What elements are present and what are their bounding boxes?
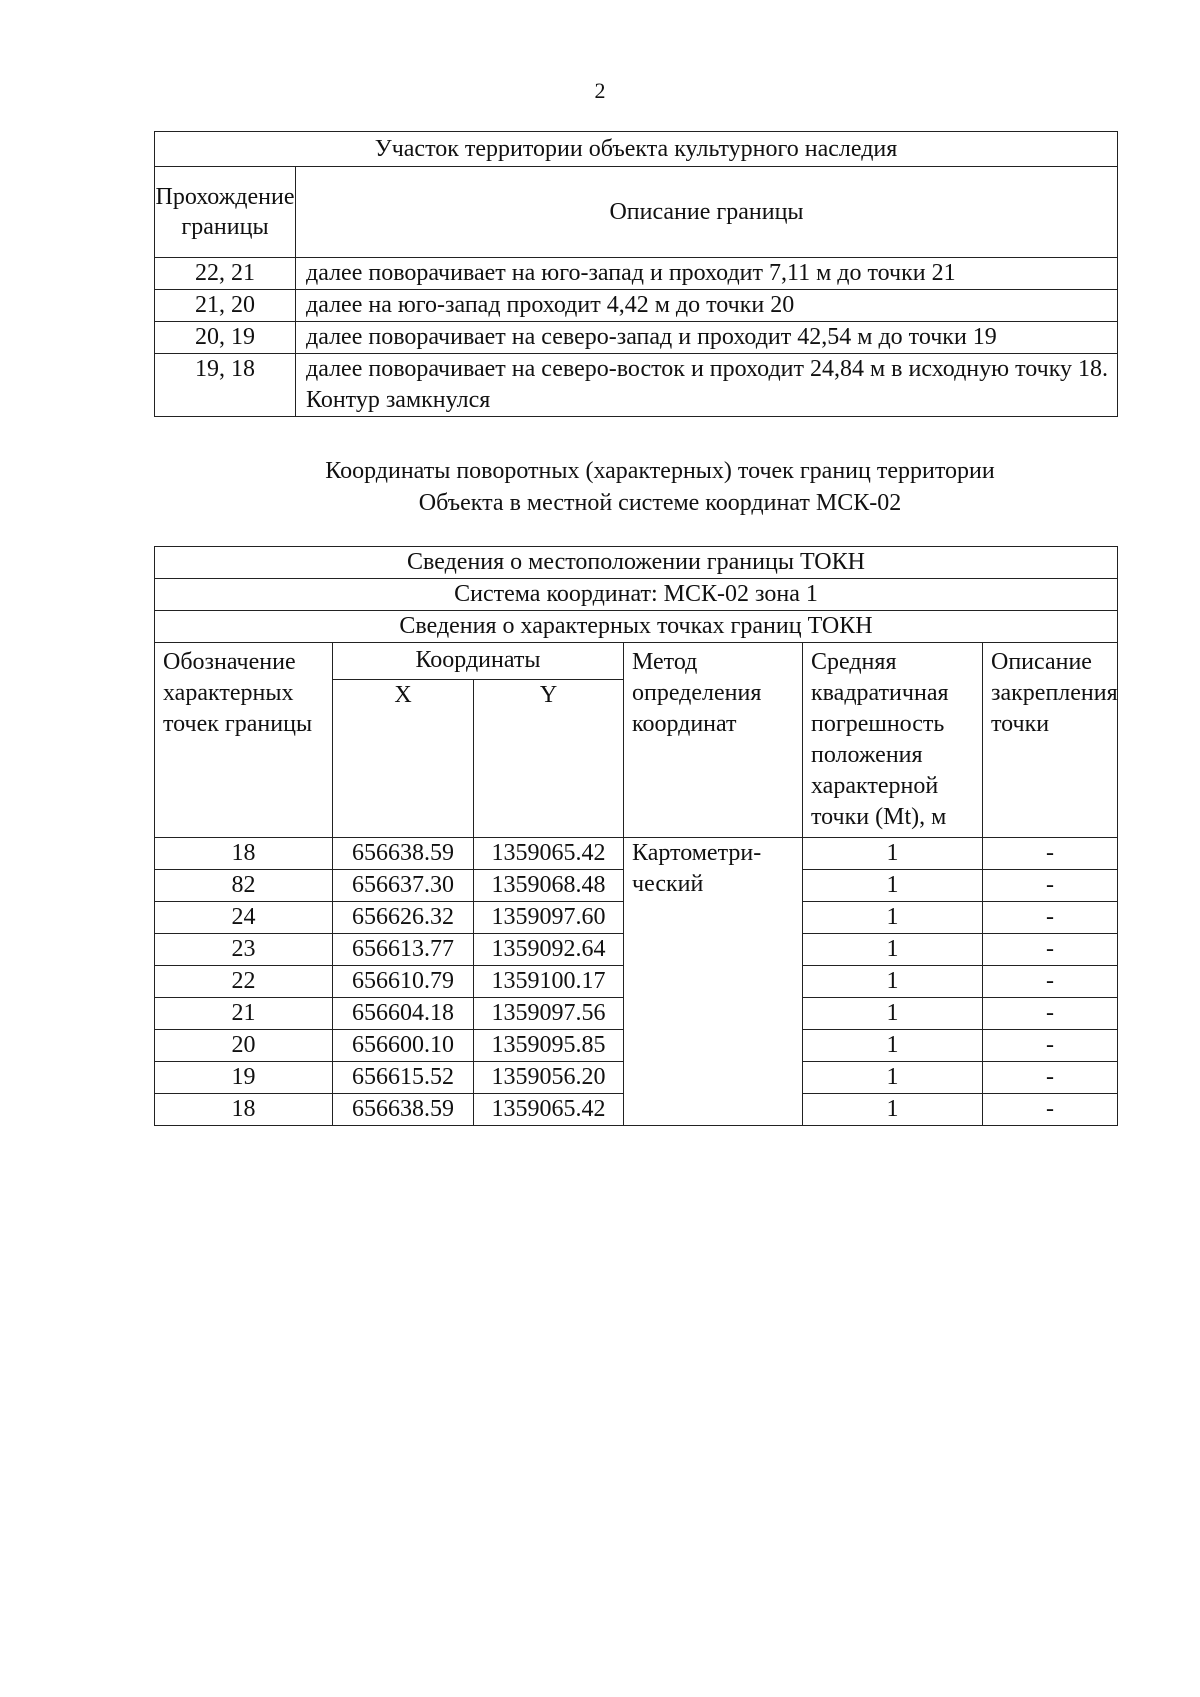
caption-line: Координаты поворотных (характерных) точек границ территории xyxy=(325,458,995,484)
coord-y: 1359056.20 xyxy=(474,1062,624,1094)
point-id: 82 xyxy=(155,870,333,902)
error-value: 1 xyxy=(803,838,983,870)
boundary-description: далее поворачивает на северо-восток и проходит 24,84 м в исходную точку 18. Контур замкнулся xyxy=(296,354,1118,417)
header-error: Средняя квадратичная погрешность положения характерной точки (Mt), м xyxy=(803,643,983,838)
header-point-designation: Обозначение характерных точек границы xyxy=(155,643,333,838)
point-id: 22 xyxy=(155,966,333,998)
boundary-pass: 22, 21 xyxy=(155,258,296,290)
fixing-value: - xyxy=(983,1030,1118,1062)
error-value: 1 xyxy=(803,870,983,902)
boundary-title-row xyxy=(155,132,1118,167)
fixing-value: - xyxy=(983,998,1118,1030)
error-value: 1 xyxy=(803,902,983,934)
caption-line: Объекта в местной системе координат МСК-02 xyxy=(418,490,902,516)
coord-y: 1359097.56 xyxy=(474,998,624,1030)
page-number: 2 xyxy=(594,78,606,103)
coordinates-table xyxy=(154,546,1118,1126)
coord-y: 1359097.60 xyxy=(474,902,624,934)
coord-y: 1359065.42 xyxy=(474,838,624,870)
coord-x: 656637.30 xyxy=(333,870,474,902)
coord-y: 1359092.64 xyxy=(474,934,624,966)
point-id: 24 xyxy=(155,902,333,934)
coord-x: 656615.52 xyxy=(333,1062,474,1094)
coords-title-points: Сведения о характерных точках границ ТОКН xyxy=(155,611,1118,643)
boundary-pass: 19, 18 xyxy=(155,354,296,417)
error-value: 1 xyxy=(803,998,983,1030)
header-method: Метод определения координат xyxy=(624,643,803,838)
coords-header-row xyxy=(155,643,1118,680)
point-id: 18 xyxy=(155,838,333,870)
header-x: X xyxy=(333,680,474,838)
coord-y: 1359068.48 xyxy=(474,870,624,902)
coord-y: 1359095.85 xyxy=(474,1030,624,1062)
coord-x: 656604.18 xyxy=(333,998,474,1030)
error-value: 1 xyxy=(803,934,983,966)
coord-x: 656638.59 xyxy=(333,838,474,870)
point-id: 20 xyxy=(155,1030,333,1062)
boundary-description: далее поворачивает на юго-запад и проходит 7,11 м до точки 21 xyxy=(296,258,1118,290)
table-row xyxy=(155,838,1118,870)
fixing-value: - xyxy=(983,934,1118,966)
point-id: 23 xyxy=(155,934,333,966)
error-value: 1 xyxy=(803,1030,983,1062)
boundary-description: далее на юго-запад проходит 4,42 м до точки 20 xyxy=(296,290,1118,322)
table-row xyxy=(155,354,1118,417)
coords-title-system: Система координат: МСК-02 зона 1 xyxy=(155,579,1118,611)
table-row xyxy=(155,258,1118,290)
coord-x: 656626.32 xyxy=(333,902,474,934)
coords-title-location: Сведения о местоположении границы ТОКН xyxy=(155,547,1118,579)
header-boundary-description: Описание границы xyxy=(296,167,1118,258)
header-fixing: Описание закрепления точки xyxy=(983,643,1118,838)
boundary-header-row xyxy=(155,167,1118,258)
method-value: Картометри-ческий xyxy=(624,838,803,1126)
boundary-description: далее поворачивает на северо-запад и проходит 42,54 м до точки 19 xyxy=(296,322,1118,354)
fixing-value: - xyxy=(983,870,1118,902)
coord-y: 1359100.17 xyxy=(474,966,624,998)
point-id: 21 xyxy=(155,998,333,1030)
coord-x: 656600.10 xyxy=(333,1030,474,1062)
error-value: 1 xyxy=(803,966,983,998)
fixing-value: - xyxy=(983,1062,1118,1094)
error-value: 1 xyxy=(803,1094,983,1126)
point-id: 19 xyxy=(155,1062,333,1094)
coord-x: 656610.79 xyxy=(333,966,474,998)
coord-x: 656638.59 xyxy=(333,1094,474,1126)
table-row xyxy=(155,290,1118,322)
point-id: 18 xyxy=(155,1094,333,1126)
coord-x: 656613.77 xyxy=(333,934,474,966)
coord-y: 1359065.42 xyxy=(474,1094,624,1126)
table-row xyxy=(155,322,1118,354)
header-coordinates: Координаты xyxy=(333,643,624,680)
fixing-value: - xyxy=(983,902,1118,934)
header-y: Y xyxy=(474,680,624,838)
boundary-pass: 21, 20 xyxy=(155,290,296,322)
fixing-value: - xyxy=(983,966,1118,998)
boundary-pass: 20, 19 xyxy=(155,322,296,354)
fixing-value: - xyxy=(983,1094,1118,1126)
boundary-table xyxy=(154,131,1118,417)
coordinates-caption xyxy=(160,455,1160,519)
error-value: 1 xyxy=(803,1062,983,1094)
fixing-value: - xyxy=(983,838,1118,870)
boundary-table-title: Участок территории объекта культурного наследия xyxy=(155,132,1118,167)
header-boundary-pass: Прохождение границы xyxy=(155,167,296,258)
